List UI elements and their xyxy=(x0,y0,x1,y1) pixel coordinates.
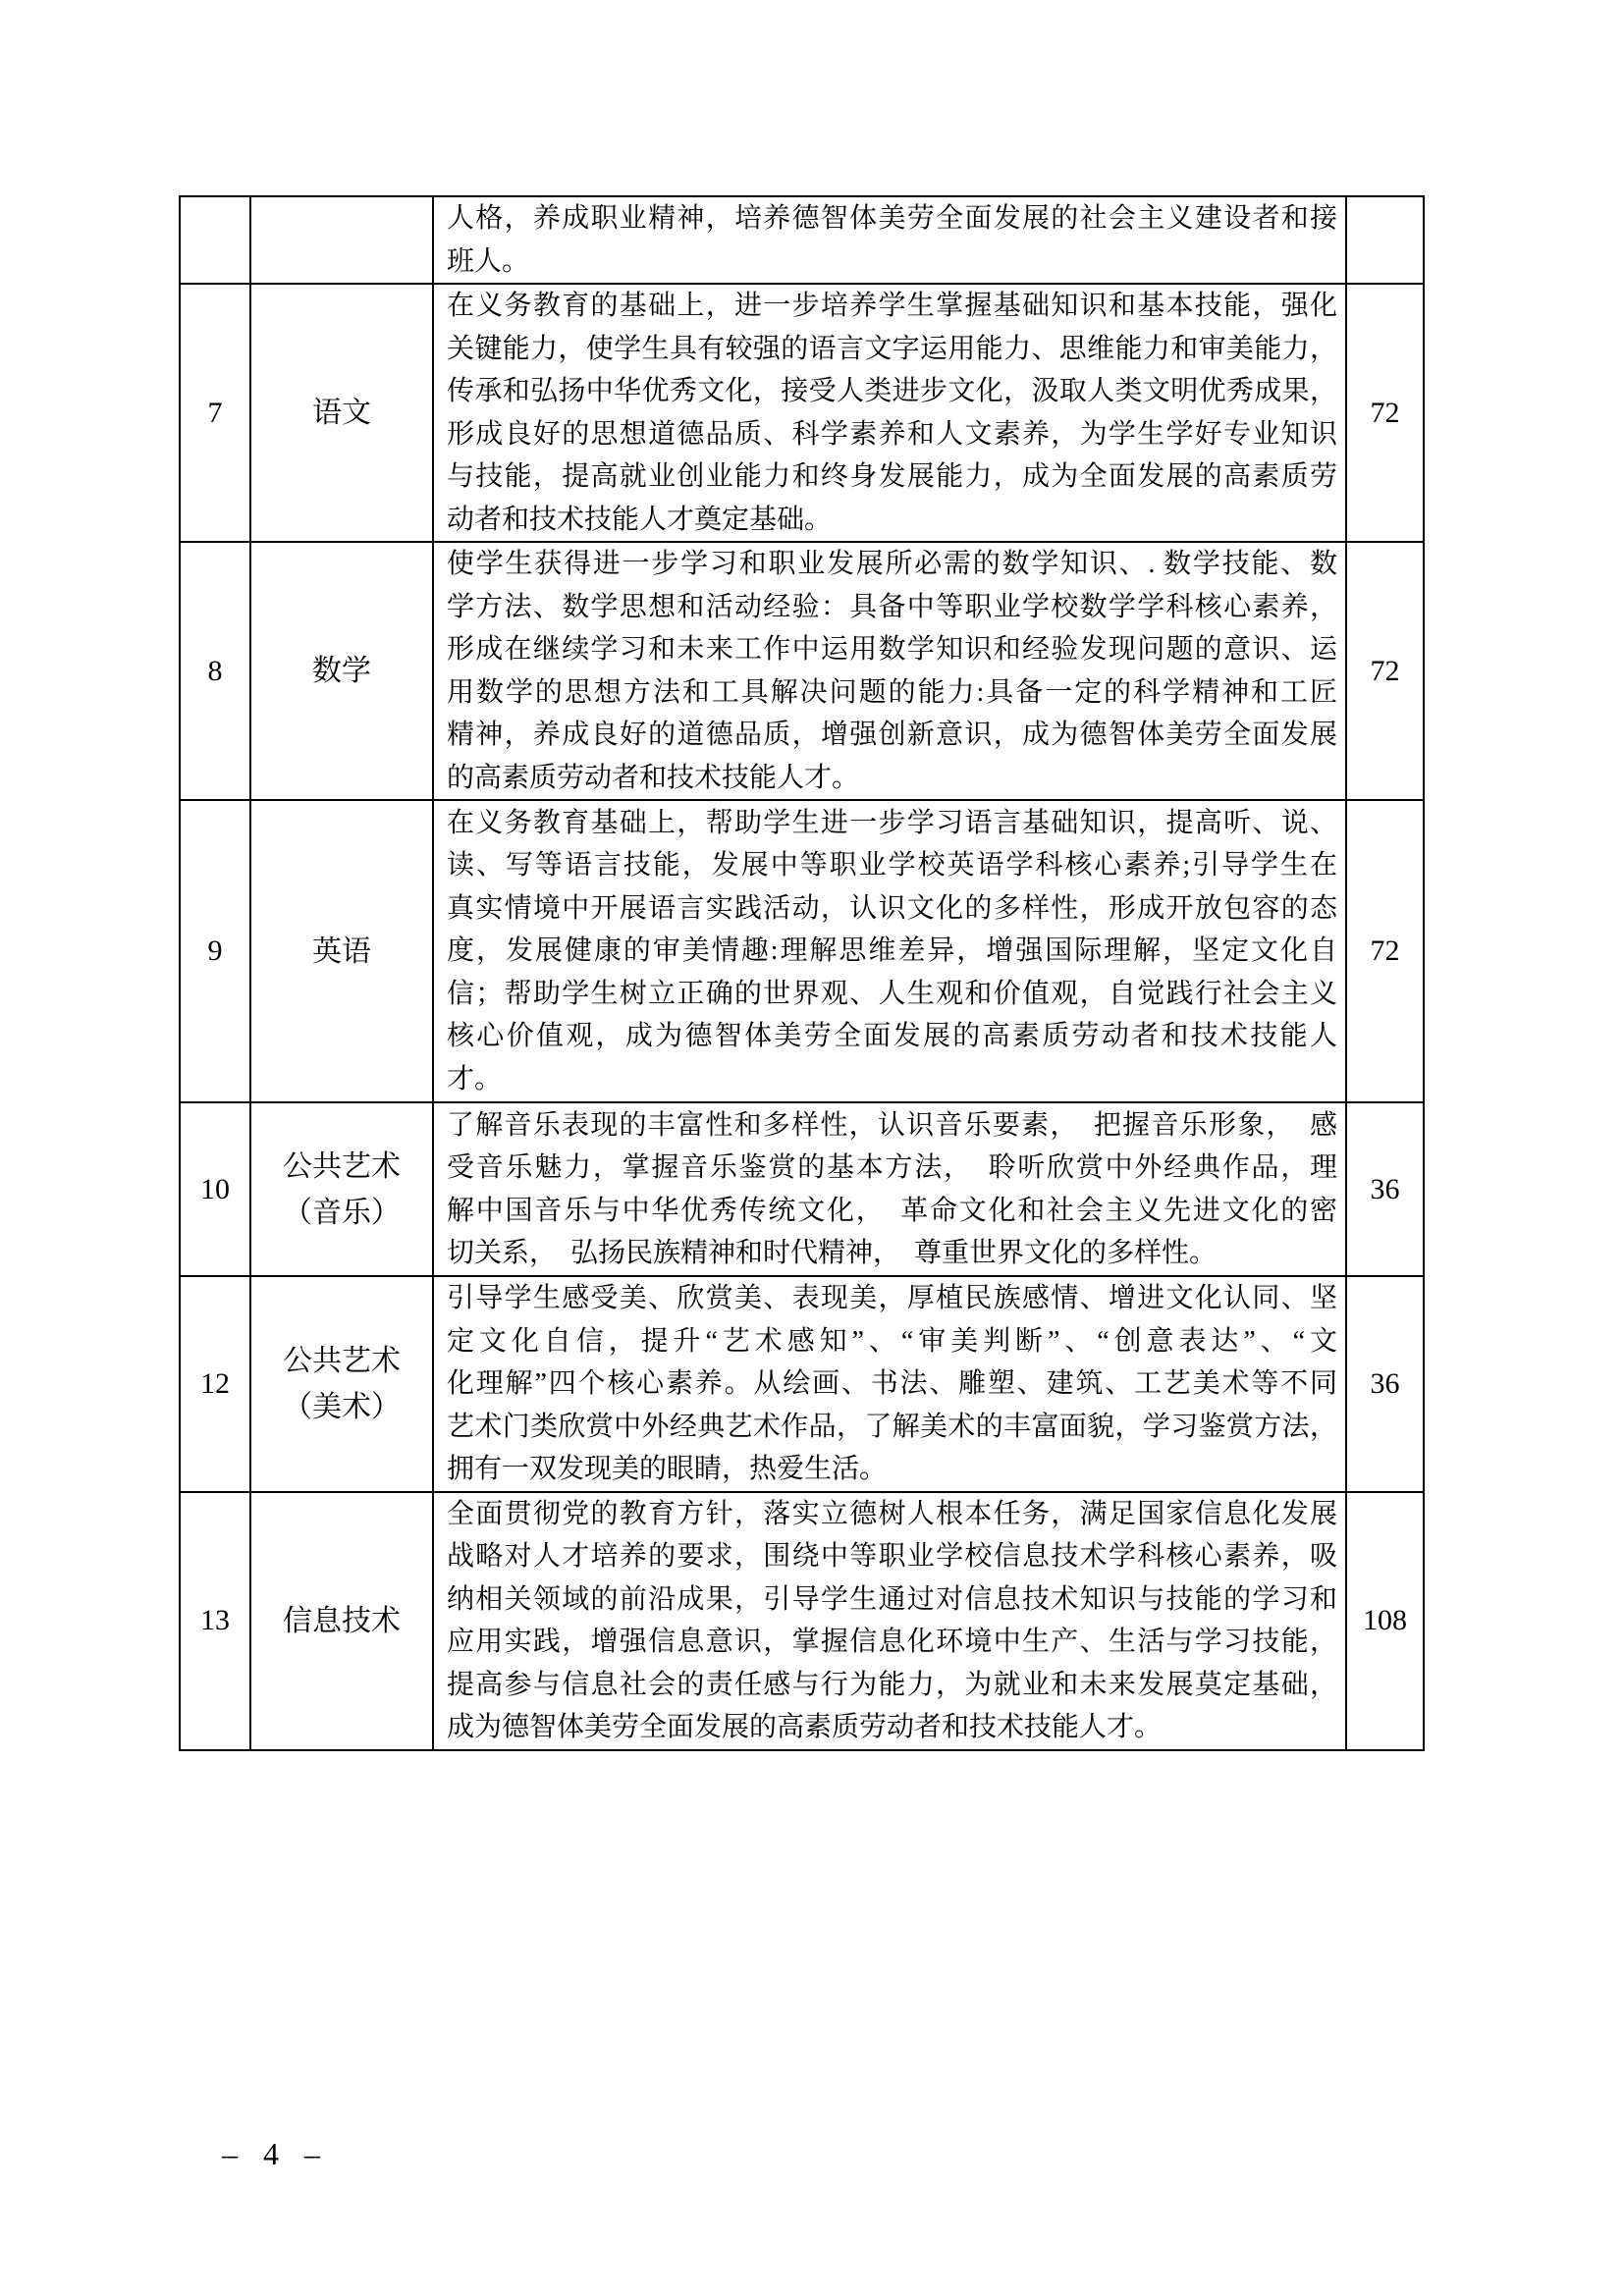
text-line: 传承和弘扬中华优秀文化，接受人类进步文化，汲取人类文明优秀成果， xyxy=(447,376,1337,406)
course-objectives-table xyxy=(179,195,1425,1751)
hours-cell: 36 xyxy=(1346,1276,1424,1492)
table-row xyxy=(180,1492,1424,1750)
course-name-cell xyxy=(250,542,433,800)
course-name xyxy=(251,1598,432,1644)
text-line: 使学生获得进一步学习和职业发展所必需的数学知识、. 数学技能、数 xyxy=(447,549,1337,579)
table-row xyxy=(180,1102,1424,1276)
hours-cell: 72 xyxy=(1346,800,1424,1102)
text-line: （音乐） xyxy=(283,1196,401,1229)
row-number-cell: 12 xyxy=(180,1276,250,1492)
text-line: 纳相关领域的前沿成果，引导学生通过对信息技术知识与技能的学习和 xyxy=(447,1583,1337,1615)
course-name-cell xyxy=(250,196,433,284)
row-number-cell: 9 xyxy=(180,800,250,1102)
course-objective-text xyxy=(447,543,1337,799)
text-line: 在义务教育基础上，帮助学生进一步学习语言基础知识，提高听、说、 xyxy=(447,807,1337,838)
row-number-cell: 8 xyxy=(180,542,250,800)
text-line: 形成在继续学习和未来工作中运用数学知识和经验发现问题的意识、运 xyxy=(447,634,1337,665)
text-line: 战略对人才培养的要求，围绕中等职业学校信息技术学科核心素养，吸 xyxy=(447,1541,1337,1572)
course-name xyxy=(251,1144,432,1236)
row-number-cell: 10 xyxy=(180,1102,250,1276)
text-line: 了解音乐表现的丰富性和多样性，认识音乐要素， 把握音乐形象， 感 xyxy=(447,1109,1337,1141)
course-objective-cell xyxy=(433,1492,1346,1750)
course-objective-text xyxy=(447,1277,1337,1491)
text-line: 在义务教育的基础上，进一步培养学生掌握基础知识和基本技能，强化 xyxy=(447,291,1337,321)
text-line: 度，发展健康的审美情趣:理解思维差异，增强国际理解，坚定文化自 xyxy=(447,935,1337,967)
hours-cell xyxy=(1346,196,1424,284)
table-row xyxy=(180,196,1424,284)
course-objective-cell xyxy=(433,800,1346,1102)
text-line: 应用实践，增强信息意识，掌握信息化环境中生产、生活与学习技能， xyxy=(447,1627,1337,1657)
course-objective-cell xyxy=(433,1102,1346,1276)
text-line: 化理解”四个核心素养。从绘画、书法、雕塑、建筑、工艺美术等不同 xyxy=(447,1368,1337,1399)
text-line: 读、写等语言技能，发展中等职业学校英语学科核心素养;引导学生在 xyxy=(447,850,1337,881)
course-objective-text xyxy=(447,285,1337,541)
text-line: 语文 xyxy=(312,397,371,429)
course-objective-text xyxy=(447,197,1337,283)
text-line: 的高素质劳动者和技术技能人才。 xyxy=(447,762,860,793)
hours-cell: 36 xyxy=(1346,1102,1424,1276)
text-line: 公共艺术 xyxy=(283,1344,401,1377)
text-line: 用数学的思想方法和工具解决问题的能力:具备一定的科学精神和工匠 xyxy=(447,676,1337,708)
hours-cell: 108 xyxy=(1346,1492,1424,1750)
text-line: 数学 xyxy=(312,655,371,687)
course-name-cell xyxy=(250,800,433,1102)
row-number-cell xyxy=(180,196,250,284)
course-objective-cell xyxy=(433,196,1346,284)
text-line: 班人。 xyxy=(447,245,530,277)
text-line: 核心价值观，成为德智体美劳全面发展的高素质劳动者和技术技能人 xyxy=(447,1021,1337,1052)
course-objective-text xyxy=(447,1104,1337,1275)
text-line: 拥有一双发现美的眼睛，热爱生活。 xyxy=(447,1454,888,1484)
text-line: 与技能，提高就业创业能力和终身发展能力，成为全面发展的高素质劳 xyxy=(447,461,1337,492)
course-objective-cell xyxy=(433,542,1346,800)
text-line: 解中国音乐与中华优秀传统文化， 革命文化和社会主义先进文化的密 xyxy=(447,1195,1337,1226)
text-line: 艺术门类欣赏中外经典艺术作品，了解美术的丰富面貌，学习鉴赏方法， xyxy=(447,1411,1337,1442)
row-number-cell: 13 xyxy=(180,1492,250,1750)
hours-cell: 72 xyxy=(1346,284,1424,542)
text-line: 动者和技术技能人才奠定基础。 xyxy=(447,504,833,535)
text-line: 受音乐魅力，掌握音乐鉴赏的基本方法， 聆听欣赏中外经典作品，理 xyxy=(447,1152,1337,1183)
text-line: 全面贯彻党的教育方针，落实立德树人根本任务，满足国家信息化发展 xyxy=(447,1498,1337,1529)
table-row xyxy=(180,1276,1424,1492)
hours-cell: 72 xyxy=(1346,542,1424,800)
course-name-cell xyxy=(250,1276,433,1492)
course-name-cell xyxy=(250,284,433,542)
text-line: 精神，养成良好的道德品质，增强创新意识，成为德智体美劳全面发展 xyxy=(447,720,1337,750)
text-line: 英语 xyxy=(312,934,371,968)
course-name xyxy=(251,929,432,975)
course-name xyxy=(251,390,432,436)
course-name-cell xyxy=(250,1492,433,1750)
text-line: 信；帮助学生树立正确的世界观、人生观和价值观，自觉践行社会主义 xyxy=(447,978,1337,1009)
text-line: 形成良好的思想道德品质、科学素养和人文素养，为学生学好专业知识 xyxy=(447,418,1337,450)
text-line: 人格，养成职业精神，培养德智体美劳全面发展的社会主义建设者和接 xyxy=(447,203,1337,234)
text-line: 公共艺术 xyxy=(283,1149,401,1183)
text-line: 成为德智体美劳全面发展的高素质劳动者和技术技能人才。 xyxy=(447,1712,1163,1742)
course-name xyxy=(251,1338,432,1430)
text-line: 切关系， 弘扬民族精神和时代精神， 尊重世界文化的多样性。 xyxy=(447,1238,1218,1268)
text-line: （美术） xyxy=(283,1390,401,1423)
table-row xyxy=(180,284,1424,542)
course-objective-cell xyxy=(433,284,1346,542)
text-line: 信息技术 xyxy=(283,1604,401,1637)
text-line: 引导学生感受美、欣赏美、表现美，厚植民族感情、增进文化认同、坚 xyxy=(447,1283,1337,1313)
table-row xyxy=(180,542,1424,800)
text-line: 学方法、数学思想和活动经验：具备中等职业学校数学学科核心素养， xyxy=(447,591,1337,622)
footer-page-number: – 4 – xyxy=(222,2136,326,2171)
text-line: 提高参与信息社会的责任感与行为能力，为就业和未来发展莫定基础， xyxy=(447,1669,1337,1700)
text-line: 定文化自信，提升“艺术感知”、“审美判断”、“创意表达”、“文 xyxy=(447,1325,1337,1357)
course-objective-text xyxy=(447,1493,1337,1749)
course-objective-text xyxy=(447,802,1337,1101)
course-name xyxy=(251,648,432,694)
text-line: 才。 xyxy=(447,1063,503,1095)
row-number-cell: 7 xyxy=(180,284,250,542)
table-row xyxy=(180,800,1424,1102)
course-name-cell xyxy=(250,1102,433,1276)
course-objective-cell xyxy=(433,1276,1346,1492)
text-line: 真实情境中开展语言实践活动，认识文化的多样性，形成开放包容的态 xyxy=(447,892,1337,924)
text-line: 关键能力，使学生具有较强的语言文字运用能力、思维能力和审美能力， xyxy=(447,333,1337,364)
